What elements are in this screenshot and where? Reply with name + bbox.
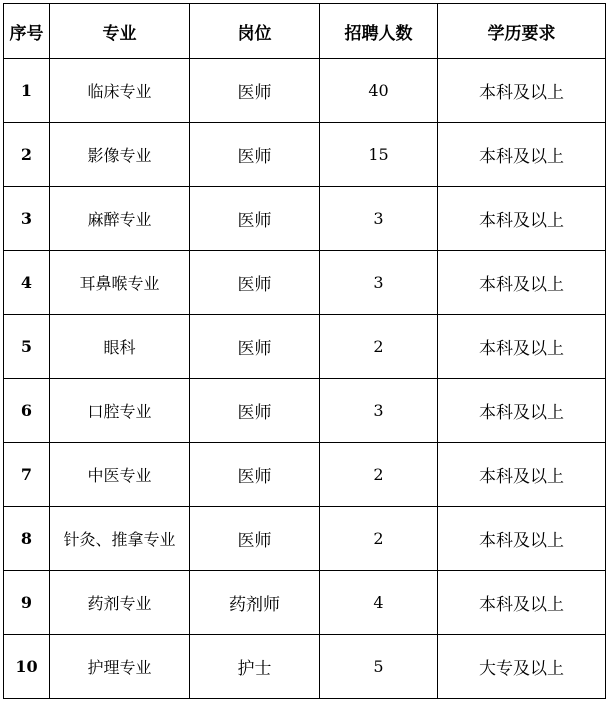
- cell-position: 医师: [190, 507, 320, 571]
- cell-count: 4: [320, 571, 438, 635]
- cell-education: 本科及以上: [438, 379, 606, 443]
- header-row: [4, 4, 606, 59]
- cell-position: 医师: [190, 443, 320, 507]
- cell-no: 10: [4, 635, 50, 699]
- cell-position: 药剂师: [190, 571, 320, 635]
- cell-count: 15: [320, 123, 438, 187]
- cell-major: 眼科: [50, 315, 190, 379]
- cell-no: 7: [4, 443, 50, 507]
- recruitment-table: [3, 3, 606, 699]
- cell-count: 2: [320, 443, 438, 507]
- cell-count: 2: [320, 507, 438, 571]
- cell-education: 本科及以上: [438, 251, 606, 315]
- header-position: 岗位: [190, 4, 320, 59]
- cell-major: 耳鼻喉专业: [50, 251, 190, 315]
- cell-no: 4: [4, 251, 50, 315]
- cell-no: 8: [4, 507, 50, 571]
- cell-major: 针灸、推拿专业: [50, 507, 190, 571]
- table-row: [4, 315, 606, 379]
- cell-no: 1: [4, 59, 50, 123]
- table-row: [4, 571, 606, 635]
- cell-position: 医师: [190, 315, 320, 379]
- cell-count: 2: [320, 315, 438, 379]
- table-body: [4, 59, 606, 699]
- cell-education: 本科及以上: [438, 315, 606, 379]
- cell-major: 药剂专业: [50, 571, 190, 635]
- header-major: 专业: [50, 4, 190, 59]
- table-row: [4, 507, 606, 571]
- table-row: [4, 443, 606, 507]
- table-row: [4, 635, 606, 699]
- cell-education: 本科及以上: [438, 123, 606, 187]
- cell-education: 大专及以上: [438, 635, 606, 699]
- header-no: 序号: [4, 4, 50, 59]
- cell-no: 2: [4, 123, 50, 187]
- cell-education: 本科及以上: [438, 571, 606, 635]
- cell-education: 本科及以上: [438, 59, 606, 123]
- cell-major: 护理专业: [50, 635, 190, 699]
- cell-major: 口腔专业: [50, 379, 190, 443]
- cell-education: 本科及以上: [438, 507, 606, 571]
- cell-position: 医师: [190, 187, 320, 251]
- cell-count: 40: [320, 59, 438, 123]
- table-row: [4, 123, 606, 187]
- table-header: [4, 4, 606, 59]
- cell-no: 9: [4, 571, 50, 635]
- table-row: [4, 251, 606, 315]
- cell-major: 临床专业: [50, 59, 190, 123]
- header-count: 招聘人数: [320, 4, 438, 59]
- table-row: [4, 187, 606, 251]
- cell-count: 3: [320, 379, 438, 443]
- cell-position: 医师: [190, 59, 320, 123]
- cell-no: 5: [4, 315, 50, 379]
- cell-major: 麻醉专业: [50, 187, 190, 251]
- header-education: 学历要求: [438, 4, 606, 59]
- cell-count: 3: [320, 187, 438, 251]
- cell-position: 护士: [190, 635, 320, 699]
- cell-major: 中医专业: [50, 443, 190, 507]
- cell-education: 本科及以上: [438, 443, 606, 507]
- cell-position: 医师: [190, 123, 320, 187]
- cell-count: 3: [320, 251, 438, 315]
- cell-position: 医师: [190, 251, 320, 315]
- cell-education: 本科及以上: [438, 187, 606, 251]
- table-row: [4, 379, 606, 443]
- cell-no: 3: [4, 187, 50, 251]
- table-row: [4, 59, 606, 123]
- cell-major: 影像专业: [50, 123, 190, 187]
- cell-no: 6: [4, 379, 50, 443]
- cell-count: 5: [320, 635, 438, 699]
- cell-position: 医师: [190, 379, 320, 443]
